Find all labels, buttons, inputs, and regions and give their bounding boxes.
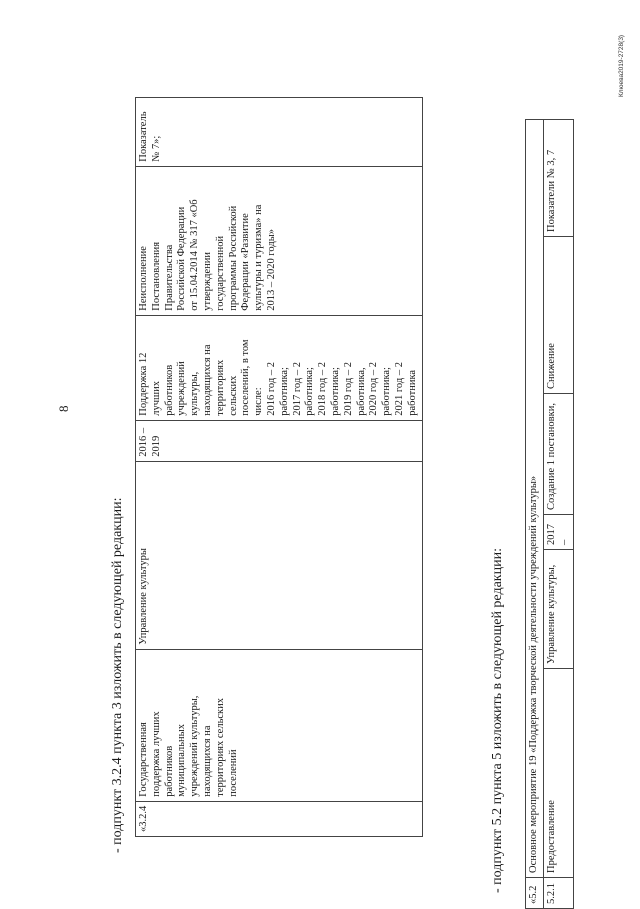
consequence-cell: Снижение — [543, 237, 574, 394]
measure-name-cell: Предоставление — [543, 669, 574, 878]
executor-cell: Управление культуры — [136, 461, 423, 649]
row-number-cell: 5.2.1 — [543, 878, 574, 909]
indicator-cell: Показатель № 7»; — [136, 97, 423, 166]
result-cell: Создание 1 постановки, — [543, 394, 574, 515]
table-row — [136, 97, 423, 836]
amendment-heading-5-2: - подпункт 5.2 пункта 5 изложить в следующей редакции: — [490, 548, 505, 893]
program-table-3-2-4 — [135, 97, 423, 837]
document-stamp: Клюева2019-2728(3) — [618, 34, 625, 97]
amendment-heading-3-2-4: - подпункт 3.2.4 пункта 3 изложить в следующей редакции: — [110, 497, 125, 853]
page-number: 8 — [56, 405, 71, 412]
period-cell: 2016 – 2019 — [136, 420, 423, 461]
period-cell: 2017 – — [543, 515, 574, 550]
table-row — [543, 120, 574, 909]
row-number-cell: «3.2.4 — [136, 801, 423, 836]
executor-cell: Управление культуры, — [543, 550, 574, 669]
program-table-5-2 — [525, 119, 574, 909]
consequence-cell: Неисполнение Постановления Правительства Российской Федерации от 15.04.2014 № 317 «Об утверждении государственной программы Российской Федерации «Развитие культуры и туризма» на 2013 – 2020 годы» — [136, 166, 423, 315]
indicator-cell: Показатели № 3, 7 — [543, 120, 574, 237]
table-row — [526, 120, 544, 909]
result-cell: Поддержка 12 лучших работников учреждений культуры, находящихся на территориях сельских поселений, в том числе: 2016 год – 2 работника; 2017 год – 2 работника; 2018 год – 2 работника; 2019 год – 2 работника, 2020 год – 2 работника; 2021 год – 2 работника — [136, 315, 423, 420]
main-measure-cell: Основное мероприятие 19 «Поддержка творческой деятельности учреждений культуры» — [526, 120, 544, 878]
row-number-cell: «5.2 — [526, 878, 544, 909]
measure-name-cell: Государственная поддержка лучших работников муниципальных учреждений культуры, находящихся на территориях сельских поселений — [136, 649, 423, 801]
